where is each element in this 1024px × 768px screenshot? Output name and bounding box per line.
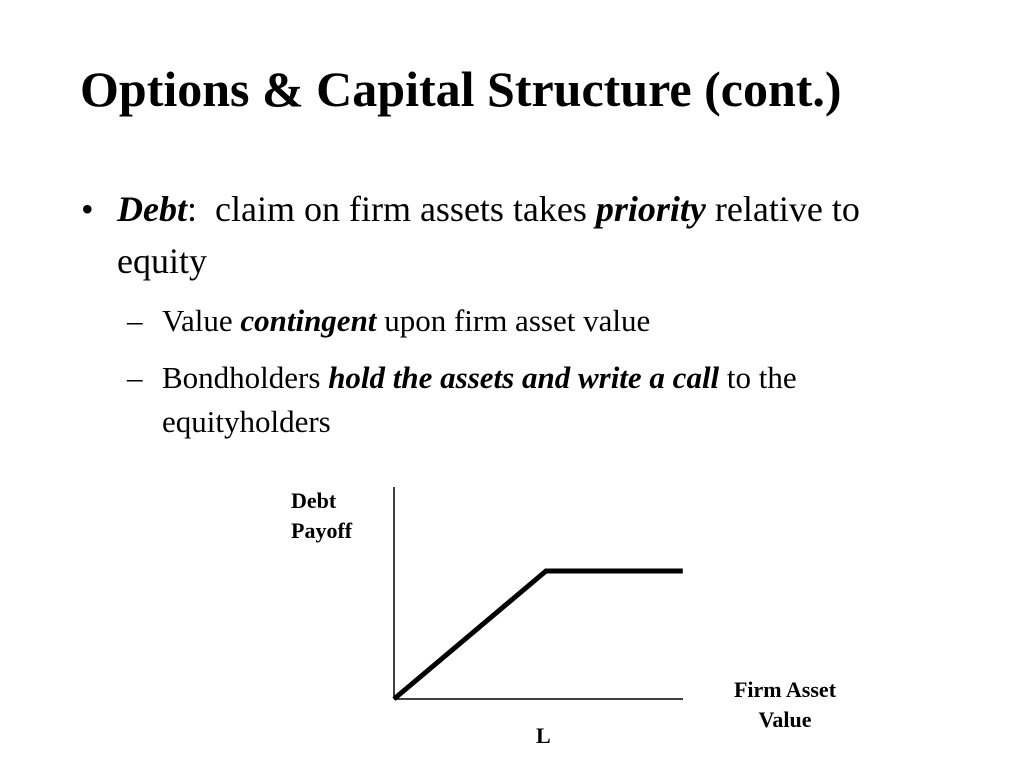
sub-bullet-marker: – xyxy=(127,360,143,395)
x-axis-label xyxy=(700,675,870,735)
sub-bullet-text-post: upon firm asset value xyxy=(376,303,651,338)
y-axis-label-line-2: Payoff xyxy=(291,518,353,543)
bullet-text-2: relative to equity xyxy=(117,189,860,281)
sub-bullet-text-pre: Value xyxy=(162,303,241,338)
bullet-list xyxy=(80,183,940,457)
sub-bullet-list xyxy=(80,299,940,444)
x-tick-label-l: L xyxy=(536,723,551,748)
bullet-text-1: claim on firm assets takes xyxy=(197,189,596,229)
sub-bullet-text-pre: Bondholders xyxy=(162,360,329,395)
x-axis-label-line-2: Value xyxy=(758,707,812,732)
bullet-debt xyxy=(80,183,940,287)
sub-bullet-value-contingent xyxy=(127,299,940,343)
bullet-term: Debt xyxy=(117,189,187,229)
bullet-colon: : xyxy=(186,189,197,229)
sub-bullet-emphasis: hold the assets and write a call xyxy=(328,360,720,395)
bullet-emphasis: priority xyxy=(595,189,706,229)
sub-bullet-emphasis: contingent xyxy=(240,303,377,338)
x-axis-label-line-1: Firm Asset xyxy=(733,677,837,702)
debt-payoff-line xyxy=(394,571,683,699)
sub-bullet-marker: – xyxy=(127,303,143,338)
y-axis-label-line-1: Debt xyxy=(291,488,337,513)
y-axis-label xyxy=(291,486,352,546)
slide-title: Options & Capital Structure (cont.) xyxy=(80,61,842,117)
sub-bullet-text-post: to the equityholders xyxy=(162,360,797,439)
bullet-marker: • xyxy=(81,189,94,229)
sub-bullet-bondholders xyxy=(127,356,940,444)
